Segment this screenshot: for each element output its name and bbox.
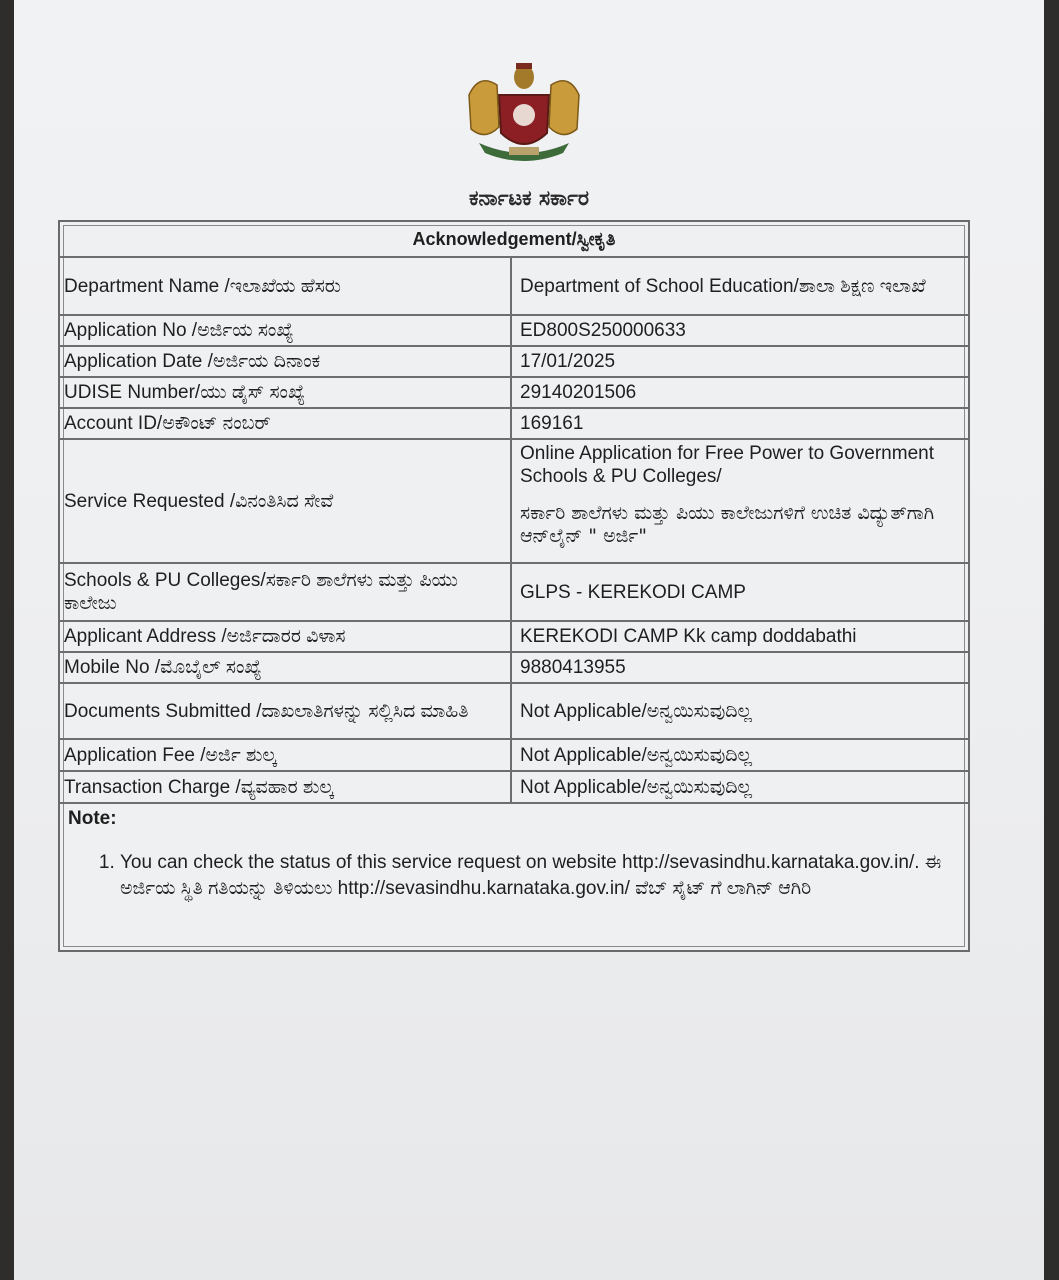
- note-item: 1. You can check the status of this service request on website http://sevasindhu.karnataka.gov.in/. ಈ ಅರ್ಜಿಯ ಸ್ಥಿತಿ ಗತಿಯನ್ನು ತಿಳಿಯಲು http://sevasindhu.karnataka.gov.in/ ವೆಬ್ ಸೈಟ್ ಗೆ ಲಾಗಿನ್ ಆಗಿರಿ: [120, 850, 960, 902]
- note-list: [68, 850, 960, 902]
- schools-colleges-label: Schools & PU Colleges/ಸರ್ಕಾರಿ ಶಾಲೆಗಳು ಮತ್ತು ಪಿಯು ಕಾಲೇಜು: [60, 564, 512, 620]
- transaction-charge-value: Not Applicable/ಅನ್ವಯಿಸುವುದಿಲ್ಲ: [520, 776, 753, 798]
- government-title: ಕರ್ನಾಟಕ ಸರ್ಕಾರ: [469, 186, 589, 210]
- documents-submitted-label: Documents Submitted /ದಾಖಲಾತಿಗಳನ್ನು ಸಲ್ಲಿಸಿದ ಮಾಹಿತಿ: [60, 684, 512, 738]
- application-fee-label: Application Fee /ಅರ್ಜಿ ಶುಲ್ಕ: [60, 740, 512, 770]
- document-page: [14, 0, 1044, 1280]
- service-requested-english: Online Application for Free Power to Government Schools & PU Colleges/: [520, 443, 934, 487]
- documents-submitted-value: Not Applicable/ಅನ್ವಯಿಸುವುದಿಲ್ಲ: [520, 700, 753, 722]
- table-row: [60, 376, 968, 407]
- note-title: Note:: [68, 808, 117, 829]
- table-row: [60, 770, 968, 802]
- service-requested-kannada: ಸರ್ಕಾರಿ ಶಾಲೆಗಳು ಮತ್ತು ಪಿಯು ಕಾಲೇಜುಗಳಿಗೆ ಉಚಿತ ವಿದ್ಯುತ್‌ಗಾಗಿ ಆನ್‌ಲೈನ್ " ಅರ್ಜಿ": [520, 502, 935, 547]
- transaction-charge-label: Transaction Charge /ವ್ಯವಹಾರ ಶುಲ್ಕ: [60, 772, 512, 802]
- mobile-no-value: 9880413955: [520, 657, 626, 678]
- table-row: [60, 407, 968, 438]
- acknowledgement-heading: Acknowledgement/ಸ್ವೀಕೃತಿ: [412, 228, 616, 249]
- table-header-row: [60, 222, 968, 256]
- table-row: [60, 738, 968, 770]
- udise-number-label: UDISE Number/ಯು ಡೈಸ್ ಸಂಖ್ಯೆ: [60, 378, 512, 407]
- application-date-value: 17/01/2025: [520, 351, 616, 372]
- table-row: [60, 256, 968, 314]
- udise-number-value: 29140201506: [520, 382, 637, 403]
- mobile-no-label: Mobile No /ಮೊಬೈಲ್ ಸಂಖ್ಯೆ: [60, 653, 512, 682]
- account-id-label: Account ID/ಅಕೌಂಟ್ ನಂಬರ್: [60, 409, 512, 438]
- schools-colleges-value: GLPS - KEREKODI CAMP: [520, 581, 746, 603]
- service-requested-value: [512, 440, 968, 562]
- table-row: [60, 620, 968, 651]
- account-id-value: 169161: [520, 413, 584, 434]
- table-row: [60, 562, 968, 620]
- table-row: [60, 438, 968, 562]
- department-name-label: Department Name /ಇಲಾಖೆಯ ಹೆಸರು: [60, 258, 512, 314]
- department-name-value: Department of School Education/ಶಾಲಾ ಶಿಕ್ಷಣ ಇಲಾಖೆ: [520, 275, 926, 297]
- table-row: [60, 314, 968, 345]
- application-no-value: ED800S250000633: [520, 320, 686, 341]
- application-no-label: Application No /ಅರ್ಜಿಯ ಸಂಖ್ಯೆ: [60, 316, 512, 345]
- karnataka-emblem-icon: [459, 55, 589, 170]
- table-row: [60, 345, 968, 376]
- table-row: [60, 682, 968, 738]
- service-requested-label: Service Requested /ವಿನಂತಿಸಿದ ಸೇವೆ: [60, 440, 512, 562]
- acknowledgement-table: [58, 220, 970, 952]
- table-row: [60, 651, 968, 682]
- application-fee-value: Not Applicable/ಅನ್ವಯಿಸುವುದಿಲ್ಲ: [520, 744, 753, 766]
- applicant-address-label: Applicant Address /ಅರ್ಜಿದಾರರ ವಿಳಾಸ: [60, 622, 512, 651]
- note-section: [60, 802, 968, 950]
- applicant-address-value: KEREKODI CAMP Kk camp doddabathi: [520, 626, 857, 647]
- application-date-label: Application Date /ಅರ್ಜಿಯ ದಿನಾಂಕ: [60, 347, 512, 376]
